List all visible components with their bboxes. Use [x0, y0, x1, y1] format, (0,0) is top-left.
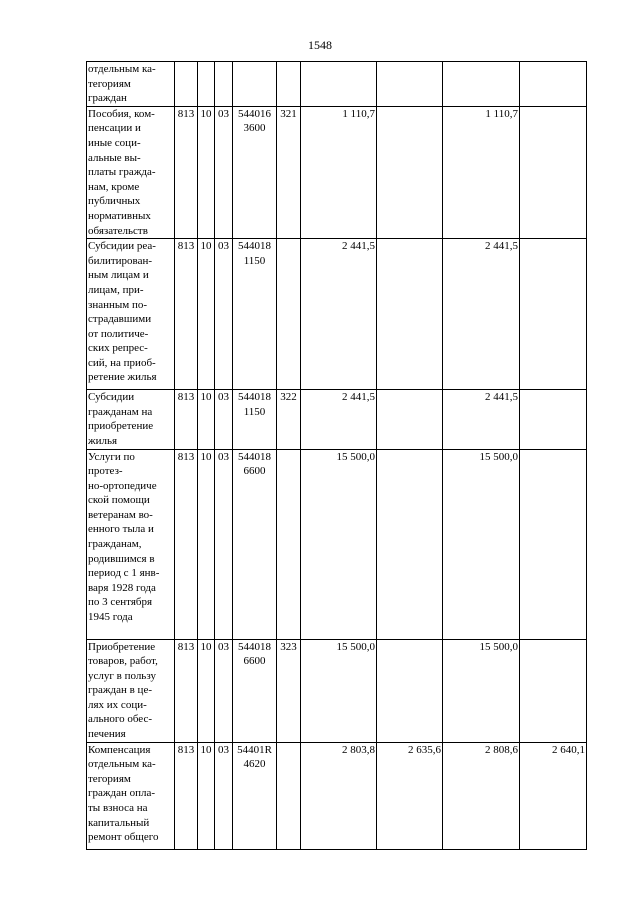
subsection-code-cell: 03 [215, 742, 233, 849]
ministry-code-cell [175, 62, 198, 107]
subsection-code-cell: 03 [215, 390, 233, 449]
section-code-cell: 10 [198, 639, 215, 742]
sum-3-cell [443, 62, 520, 107]
target-article-cell: 544018 1150 [233, 239, 277, 390]
target-article-cell: 54401R 4620 [233, 742, 277, 849]
sum-2-cell [377, 390, 443, 449]
sum-1-cell: 1 110,7 [301, 106, 377, 238]
sum-3-cell: 1 110,7 [443, 106, 520, 238]
table-row [87, 390, 587, 449]
sum-1-cell: 2 441,5 [301, 239, 377, 390]
target-article-cell: 544018 6600 [233, 639, 277, 742]
sum-2-cell [377, 449, 443, 639]
subsection-code-cell: 03 [215, 106, 233, 238]
sum-1-cell [301, 62, 377, 107]
target-article-cell: 544018 6600 [233, 449, 277, 639]
sum-4-cell [520, 390, 587, 449]
ministry-code-cell: 813 [175, 449, 198, 639]
sum-1-cell: 15 500,0 [301, 449, 377, 639]
expense-name-cell: Субсидии гражданам на приобретение жилья [87, 390, 175, 449]
expense-name-cell: Пособия, ком- пенсации и иные соци- альные вы- платы гражда- нам, кроме публичных нормативных обязательств [87, 106, 175, 238]
target-article-cell: 544016 3600 [233, 106, 277, 238]
sum-2-cell [377, 639, 443, 742]
table-row [87, 106, 587, 238]
expense-type-cell: 321 [277, 106, 301, 238]
sum-4-cell [520, 239, 587, 390]
subsection-code-cell: 03 [215, 449, 233, 639]
expense-type-cell [277, 62, 301, 107]
sum-3-cell: 15 500,0 [443, 449, 520, 639]
table-row [87, 449, 587, 639]
page-number: 1548 [308, 38, 332, 52]
ministry-code-cell: 813 [175, 742, 198, 849]
table-row [87, 639, 587, 742]
target-article-cell: 544018 1150 [233, 390, 277, 449]
sum-3-cell: 2 441,5 [443, 239, 520, 390]
expense-name-cell: отдельным ка- тегориям граждан [87, 62, 175, 107]
sum-2-cell [377, 62, 443, 107]
expense-name-cell: Субсидии реа- билитирован- ным лицам и лицам, при- знанным по- страдавшими от политиче- ских репрес- сий, на приоб- ретение жилья [87, 239, 175, 390]
expense-type-cell: 323 [277, 639, 301, 742]
section-code-cell: 10 [198, 449, 215, 639]
section-code-cell: 10 [198, 239, 215, 390]
subsection-code-cell [215, 62, 233, 107]
subsection-code-cell: 03 [215, 639, 233, 742]
expense-type-cell: 322 [277, 390, 301, 449]
ministry-code-cell: 813 [175, 239, 198, 390]
section-code-cell: 10 [198, 106, 215, 238]
expense-type-cell [277, 239, 301, 390]
section-code-cell [198, 62, 215, 107]
sum-2-cell [377, 239, 443, 390]
sum-1-cell: 2 441,5 [301, 390, 377, 449]
section-code-cell: 10 [198, 390, 215, 449]
sum-3-cell: 2 808,6 [443, 742, 520, 849]
sum-3-cell: 2 441,5 [443, 390, 520, 449]
budget-table [86, 61, 587, 850]
sum-3-cell: 15 500,0 [443, 639, 520, 742]
sum-4-cell: 2 640,1 [520, 742, 587, 849]
table-row [87, 239, 587, 390]
expense-name-cell: Компенсация отдельным ка- тегориям граждан опла- ты взноса на капитальный ремонт общего [87, 742, 175, 849]
section-code-cell: 10 [198, 742, 215, 849]
sum-2-cell [377, 106, 443, 238]
sum-1-cell: 2 803,8 [301, 742, 377, 849]
ministry-code-cell: 813 [175, 639, 198, 742]
sum-4-cell [520, 639, 587, 742]
subsection-code-cell: 03 [215, 239, 233, 390]
expense-name-cell: Услуги по протез- но-ортопедиче ской помощи ветеранам во- енного тыла и гражданам, родившимся в период с 1 янв- варя 1928 года по 3 сентября 1945 года [87, 449, 175, 639]
table-row [87, 742, 587, 849]
sum-4-cell [520, 62, 587, 107]
table-row [87, 62, 587, 107]
target-article-cell [233, 62, 277, 107]
sum-1-cell: 15 500,0 [301, 639, 377, 742]
expense-name-cell: Приобретение товаров, работ, услуг в пользу граждан в це- лях их соци- ального обес- печения [87, 639, 175, 742]
ministry-code-cell: 813 [175, 390, 198, 449]
sum-2-cell: 2 635,6 [377, 742, 443, 849]
sum-4-cell [520, 449, 587, 639]
ministry-code-cell: 813 [175, 106, 198, 238]
expense-type-cell [277, 449, 301, 639]
sum-4-cell [520, 106, 587, 238]
expense-type-cell [277, 742, 301, 849]
